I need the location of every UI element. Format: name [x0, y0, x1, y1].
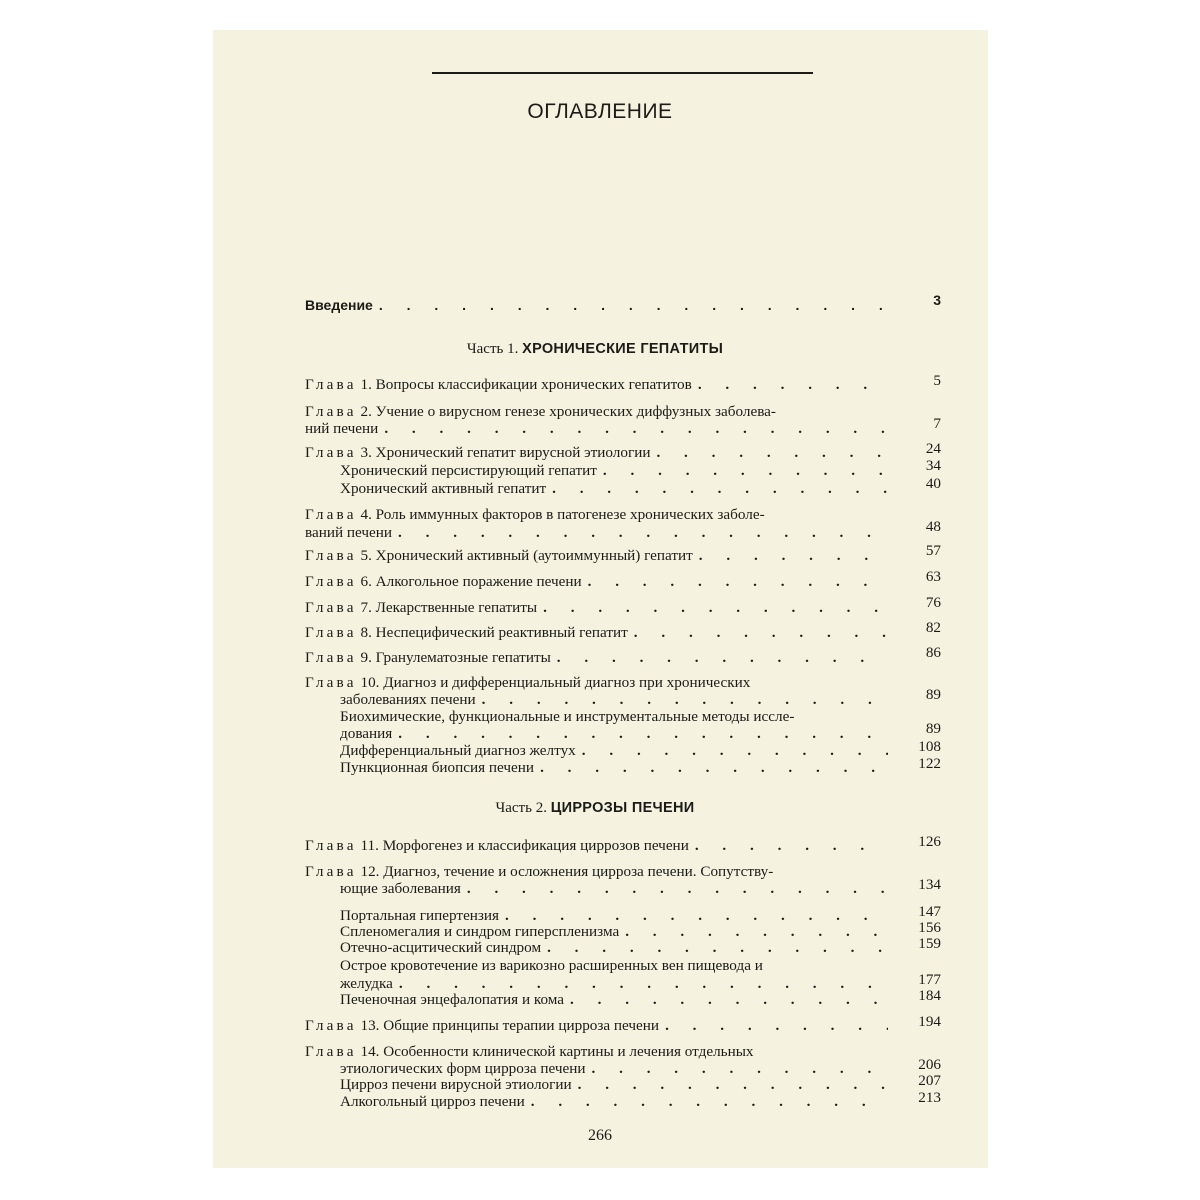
part-2-title: ЦИРРОЗЫ ПЕЧЕНИ: [550, 800, 695, 816]
toc-intro: [305, 296, 890, 315]
toc-page: 5: [933, 372, 941, 389]
toc-chapter-12: Глава 12. Диагноз, течение и осложнения цирроза печени. Сопутству-: [305, 863, 774, 880]
part-1-title: ХРОНИЧЕСКИЕ ГЕПАТИТЫ: [522, 341, 724, 357]
part-2-heading: [300, 800, 890, 817]
toc-page: 108: [918, 738, 941, 755]
toc-page: 82: [925, 619, 941, 636]
toc-section: Хронический персистирующий гепатит . . .: [340, 461, 890, 480]
toc-page: 57: [925, 542, 941, 559]
toc-page: 48: [925, 518, 941, 535]
toc-page: 134: [918, 876, 941, 893]
chapter-word: Глава: [305, 376, 357, 393]
page-number: 266: [588, 1127, 612, 1144]
toc-page: 206: [918, 1056, 941, 1073]
toc-page: 207: [918, 1072, 941, 1089]
toc-chapter-8: Глава 8. Неспецифический реактивный гепатит . . .: [305, 623, 890, 642]
toc-chapter-12-cont: ющие заболевания . . .: [340, 879, 890, 898]
toc-section: Спленомегалия и синдром гиперспленизма . . .: [340, 922, 890, 941]
toc-page: 213: [918, 1089, 941, 1106]
toc-page: 159: [918, 935, 941, 952]
toc-chapter-4-cont: ваний печени . . .: [305, 523, 890, 542]
toc-chapter-4: Глава 4. Роль иммунных факторов в патогенезе хронических заболе-: [305, 506, 765, 523]
toc-section-cont: дования . . .: [340, 724, 890, 743]
toc-page: 147: [918, 903, 941, 920]
toc-chapter-2: Глава 2. Учение о вирусном генезе хронических диффузных заболева-: [305, 403, 776, 420]
toc-section: Отечно-асцитический синдром . . .: [340, 938, 890, 957]
toc-chapter-3: Глава 3. Хронический гепатит вирусной этиологии . . .: [305, 443, 890, 462]
toc-page: 194: [918, 1013, 941, 1030]
toc-chapter-14-cont: этиологических форм цирроза печени . . .: [340, 1059, 890, 1078]
toc-chapter-5: Глава 5. Хронический активный (аутоиммунный) гепатит . . .: [305, 546, 890, 565]
toc-page: 156: [918, 919, 941, 936]
toc-chapter-9: Глава 9. Гранулематозные гепатиты . . .: [305, 648, 890, 667]
toc-page: 184: [918, 987, 941, 1004]
toc-page: 122: [918, 755, 941, 772]
toc-chapter-1: Глава 1. Вопросы классификации хронических гепатитов . . .: [305, 375, 890, 394]
toc-page: 89: [925, 720, 941, 737]
page-title: ОГЛАВЛЕНИЕ: [527, 100, 673, 123]
part-1-heading: [300, 341, 890, 358]
toc-chapter-10: Глава 10. Диагноз и дифференциальный диагноз при хронических: [305, 674, 751, 691]
toc-section: Хронический активный гепатит . . .: [340, 479, 890, 498]
toc-section: Биохимические, функциональные и инструментальные методы иссле-: [340, 708, 795, 725]
toc-chapter-6: Глава 6. Алкогольное поражение печени . . .: [305, 572, 890, 591]
toc-page: 177: [918, 971, 941, 988]
top-rule: [432, 72, 813, 74]
toc-chapter-10-cont: заболеваниях печени . . .: [340, 690, 890, 709]
toc-chapter-2-cont: ний печени . . .: [305, 419, 890, 438]
toc-page: 24: [925, 440, 941, 457]
toc-section: Дифференциальный диагноз желтух . . .: [340, 741, 890, 760]
toc-chapter-11: Глава 11. Морфогенез и классификация циррозов печени . . .: [305, 836, 890, 855]
toc-section: Портальная гипертензия . . .: [340, 906, 890, 925]
toc-section: Острое кровотечение из варикозно расширенных вен пищевода и: [340, 957, 763, 974]
toc-chapter-14: Глава 14. Особенности клинической картины и лечения отдельных: [305, 1043, 754, 1060]
toc-section: Печеночная энцефалопатия и кома . . .: [340, 990, 890, 1009]
toc-section: Пункционная биопсия печени . . .: [340, 758, 890, 777]
part-1-prefix: Часть 1.: [466, 341, 519, 357]
toc-page: 63: [925, 568, 941, 585]
toc-page: 76: [925, 594, 941, 611]
part-2-prefix: Часть 2.: [495, 800, 547, 816]
toc-chapter-7: Глава 7. Лекарственные гепатиты . . .: [305, 598, 890, 617]
toc-page: 7: [933, 415, 941, 432]
toc-page: 34: [925, 457, 941, 474]
toc-page: 126: [918, 833, 941, 850]
toc-section-cont: желудка . . .: [340, 974, 890, 993]
toc-chapter-13: Глава 13. Общие принципы терапии цирроза печени . . .: [305, 1016, 890, 1035]
toc-page: 86: [925, 644, 941, 661]
toc-page: 89: [925, 686, 941, 703]
toc-section: Алкогольный цирроз печени . . .: [340, 1092, 890, 1111]
toc-page: 40: [925, 475, 941, 492]
toc-intro-label: Введение: [305, 297, 373, 313]
toc-section: Цирроз печени вирусной этиологии . . .: [340, 1075, 890, 1094]
toc-intro-page: 3: [933, 292, 941, 308]
